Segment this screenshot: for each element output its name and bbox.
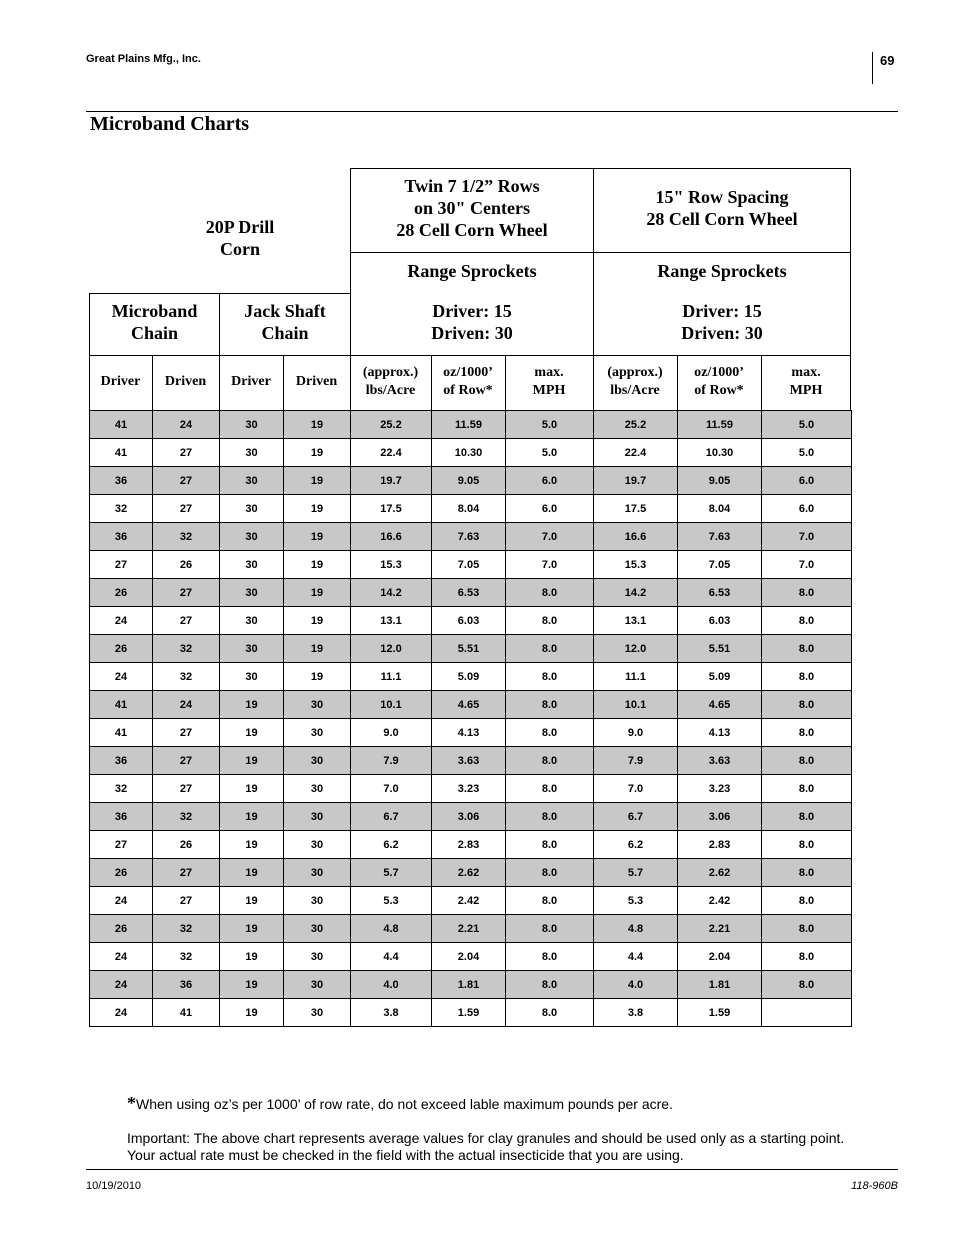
table-cell: 12.0 bbox=[351, 635, 432, 663]
table-cell: 5.51 bbox=[432, 635, 506, 663]
table-cell: 19 bbox=[220, 859, 284, 887]
header-rule bbox=[86, 111, 898, 112]
table-cell: 8.0 bbox=[506, 803, 594, 831]
table-cell: 24 bbox=[153, 691, 220, 719]
table-cell: 4.0 bbox=[351, 971, 432, 999]
table-cell: 8.0 bbox=[762, 775, 852, 803]
table-cell: 6.53 bbox=[432, 579, 506, 607]
table-cell: 2.04 bbox=[432, 943, 506, 971]
table-cell: 7.0 bbox=[506, 551, 594, 579]
table-cell: 8.0 bbox=[762, 635, 852, 663]
table-cell: 15.3 bbox=[594, 551, 678, 579]
important-note: Important: The above chart represents average values for clay granules and should be used only as a starting point. Your actual rate must be checked in the field with the actual insecticide that you are using. bbox=[127, 1130, 845, 1163]
table-cell: 24 bbox=[90, 607, 153, 635]
table-cell: 1.81 bbox=[678, 971, 762, 999]
group-b-range-sprockets: Range Sprockets bbox=[657, 261, 787, 281]
table-cell: 14.2 bbox=[351, 579, 432, 607]
table-cell: 19 bbox=[284, 439, 351, 467]
table-row bbox=[90, 915, 852, 943]
table-row bbox=[90, 607, 852, 635]
table-cell: 8.0 bbox=[762, 943, 852, 971]
table-cell: 6.0 bbox=[506, 467, 594, 495]
table-cell: 8.0 bbox=[506, 859, 594, 887]
table-cell: 32 bbox=[153, 803, 220, 831]
table-row bbox=[90, 775, 852, 803]
table-cell: 5.09 bbox=[678, 663, 762, 691]
table-cell: 8.0 bbox=[762, 915, 852, 943]
table-row bbox=[90, 495, 852, 523]
table-row bbox=[90, 943, 852, 971]
table-cell: 19 bbox=[220, 719, 284, 747]
col-header-a-oz-row: oz/1000’ of Row* bbox=[443, 365, 493, 398]
table-cell: 2.62 bbox=[678, 859, 762, 887]
table-cell: 5.3 bbox=[594, 887, 678, 915]
table-cell: 26 bbox=[90, 859, 153, 887]
table-cell: 7.05 bbox=[432, 551, 506, 579]
table-cell: 4.0 bbox=[594, 971, 678, 999]
table-row bbox=[90, 747, 852, 775]
table-cell: 4.8 bbox=[351, 915, 432, 943]
table-cell: 6.7 bbox=[594, 803, 678, 831]
col-header-jackshaft-driven: Driven bbox=[295, 374, 338, 389]
table-cell: 30 bbox=[220, 607, 284, 635]
table-row bbox=[90, 691, 852, 719]
table-cell: 30 bbox=[284, 887, 351, 915]
company-name: Great Plains Mfg., Inc. bbox=[86, 53, 201, 65]
table-cell: 11.1 bbox=[351, 663, 432, 691]
page-title: Microband Charts bbox=[90, 113, 250, 135]
table-cell: 30 bbox=[284, 691, 351, 719]
table-cell: 26 bbox=[90, 579, 153, 607]
col-header-microband-driven: Driven bbox=[164, 374, 207, 389]
table-cell: 12.0 bbox=[594, 635, 678, 663]
table-row bbox=[90, 831, 852, 859]
table-cell: 9.0 bbox=[594, 719, 678, 747]
table-cell: 15.3 bbox=[351, 551, 432, 579]
table-cell: 19 bbox=[220, 943, 284, 971]
table-cell: 19 bbox=[284, 411, 351, 439]
table-cell: 8.0 bbox=[762, 831, 852, 859]
table-cell: 10.1 bbox=[351, 691, 432, 719]
table-cell: 27 bbox=[90, 831, 153, 859]
table-cell: 8.0 bbox=[506, 943, 594, 971]
table-cell: 5.0 bbox=[506, 411, 594, 439]
table-cell: 17.5 bbox=[351, 495, 432, 523]
page-number: 69 bbox=[880, 53, 895, 68]
table-cell: 9.05 bbox=[678, 467, 762, 495]
table-cell: 27 bbox=[153, 607, 220, 635]
table-cell: 8.0 bbox=[506, 999, 594, 1027]
table-cell: 2.42 bbox=[678, 887, 762, 915]
table-cell: 4.65 bbox=[678, 691, 762, 719]
table-cell: 4.4 bbox=[594, 943, 678, 971]
table-cell: 8.0 bbox=[506, 663, 594, 691]
table-cell: 16.6 bbox=[351, 523, 432, 551]
table-cell: 5.3 bbox=[351, 887, 432, 915]
table-cell: 26 bbox=[153, 831, 220, 859]
table-cell: 5.51 bbox=[678, 635, 762, 663]
table-cell: 30 bbox=[284, 999, 351, 1027]
table-cell: 41 bbox=[90, 691, 153, 719]
table-cell: 30 bbox=[220, 439, 284, 467]
col-header-b-lbs-acre: (approx.) lbs/Acre bbox=[607, 365, 663, 398]
table-cell: 6.0 bbox=[506, 495, 594, 523]
table-cell: 11.59 bbox=[678, 411, 762, 439]
group-a-range-sprockets: Range Sprockets bbox=[407, 261, 537, 281]
table-cell: 13.1 bbox=[594, 607, 678, 635]
table-cell: 7.0 bbox=[762, 523, 852, 551]
table-row bbox=[90, 635, 852, 663]
jack-shaft-chain-label: Jack Shaft Chain bbox=[244, 301, 326, 343]
footnote: *When using oz’s per 1000’ of row rate, do not exceed lable maximum pounds per acre. bbox=[127, 1093, 673, 1113]
table-row bbox=[90, 551, 852, 579]
table-cell: 4.4 bbox=[351, 943, 432, 971]
table-cell: 6.2 bbox=[351, 831, 432, 859]
table-cell: 19 bbox=[220, 999, 284, 1027]
table-cell: 30 bbox=[284, 859, 351, 887]
table-cell: 3.8 bbox=[351, 999, 432, 1027]
table-cell: 8.0 bbox=[762, 887, 852, 915]
table-cell: 30 bbox=[220, 663, 284, 691]
table-cell: 6.03 bbox=[432, 607, 506, 635]
table-cell: 2.42 bbox=[432, 887, 506, 915]
group-b-title: 15" Row Spacing 28 Cell Corn Wheel bbox=[646, 187, 798, 229]
col-header-microband-driver: Driver bbox=[100, 374, 141, 389]
table-row bbox=[90, 971, 852, 999]
table-cell: 19 bbox=[284, 467, 351, 495]
table-cell: 8.0 bbox=[762, 859, 852, 887]
table-cell: 2.04 bbox=[678, 943, 762, 971]
table-cell: 27 bbox=[153, 495, 220, 523]
table-cell: 36 bbox=[90, 467, 153, 495]
table-cell: 8.0 bbox=[762, 607, 852, 635]
table-cell: 8.0 bbox=[506, 887, 594, 915]
table-row bbox=[90, 999, 852, 1027]
table-cell: 5.7 bbox=[594, 859, 678, 887]
table-cell: 3.63 bbox=[678, 747, 762, 775]
table-cell: 8.0 bbox=[506, 831, 594, 859]
table-cell: 30 bbox=[284, 943, 351, 971]
table-cell: 7.63 bbox=[678, 523, 762, 551]
table-row bbox=[90, 887, 852, 915]
table-cell: 27 bbox=[153, 579, 220, 607]
table-cell: 32 bbox=[153, 523, 220, 551]
table-cell: 32 bbox=[90, 495, 153, 523]
table-cell: 19 bbox=[284, 663, 351, 691]
table-cell: 19 bbox=[220, 747, 284, 775]
table-cell: 26 bbox=[90, 635, 153, 663]
table-cell: 30 bbox=[284, 719, 351, 747]
table-cell: 19 bbox=[220, 887, 284, 915]
table-cell: 30 bbox=[220, 579, 284, 607]
microband-chain-label: Microband Chain bbox=[111, 301, 198, 343]
table-row bbox=[90, 523, 852, 551]
table-cell: 8.0 bbox=[506, 691, 594, 719]
header-divider bbox=[872, 52, 873, 84]
table-cell: 19.7 bbox=[351, 467, 432, 495]
group-a-driver-driven: Driver: 15 Driven: 30 bbox=[431, 301, 513, 343]
table-cell: 36 bbox=[90, 523, 153, 551]
table-cell: 8.0 bbox=[506, 775, 594, 803]
table-cell: 41 bbox=[153, 999, 220, 1027]
table-cell: 11.1 bbox=[594, 663, 678, 691]
table-cell: 30 bbox=[220, 495, 284, 523]
table-cell: 32 bbox=[153, 915, 220, 943]
table-cell: 3.06 bbox=[432, 803, 506, 831]
drill-label: 20P Drill Corn bbox=[205, 217, 275, 259]
table-row bbox=[90, 467, 852, 495]
group-b-driver-driven: Driver: 15 Driven: 30 bbox=[681, 301, 763, 343]
table-cell: 1.59 bbox=[432, 999, 506, 1027]
table-cell: 11.59 bbox=[432, 411, 506, 439]
table-cell: 7.0 bbox=[351, 775, 432, 803]
table-cell: 8.0 bbox=[762, 747, 852, 775]
table-cell: 30 bbox=[220, 467, 284, 495]
table-cell: 8.0 bbox=[506, 719, 594, 747]
table-cell: 8.0 bbox=[762, 579, 852, 607]
table-cell: 36 bbox=[90, 803, 153, 831]
table-cell: 25.2 bbox=[594, 411, 678, 439]
table-cell: 27 bbox=[153, 467, 220, 495]
table-cell: 8.0 bbox=[762, 663, 852, 691]
table-cell: 8.0 bbox=[762, 691, 852, 719]
table-row bbox=[90, 411, 852, 439]
footnote-marker: * bbox=[127, 1093, 136, 1113]
table-cell: 19 bbox=[284, 579, 351, 607]
table-cell: 30 bbox=[284, 803, 351, 831]
table-cell: 3.8 bbox=[594, 999, 678, 1027]
table-cell: 8.0 bbox=[506, 915, 594, 943]
table-cell: 24 bbox=[90, 971, 153, 999]
table-cell: 8.0 bbox=[506, 635, 594, 663]
table-cell: 5.0 bbox=[762, 439, 852, 467]
col-header-b-oz-row: oz/1000’ of Row* bbox=[694, 365, 744, 398]
table-cell: 19 bbox=[220, 691, 284, 719]
table-row bbox=[90, 579, 852, 607]
table-cell: 6.0 bbox=[762, 467, 852, 495]
table-cell: 5.0 bbox=[506, 439, 594, 467]
table-cell: 19 bbox=[220, 803, 284, 831]
table-cell: 6.0 bbox=[762, 495, 852, 523]
table-cell: 9.0 bbox=[351, 719, 432, 747]
table-cell: 6.7 bbox=[351, 803, 432, 831]
table-cell: 32 bbox=[90, 775, 153, 803]
table-cell: 41 bbox=[90, 411, 153, 439]
table-cell: 5.0 bbox=[762, 411, 852, 439]
table-cell: 3.23 bbox=[432, 775, 506, 803]
table-cell: 6.03 bbox=[678, 607, 762, 635]
table-cell: 8.04 bbox=[432, 495, 506, 523]
table-cell: 19 bbox=[284, 635, 351, 663]
table-cell bbox=[762, 999, 852, 1027]
col-header-a-max-mph: max. MPH bbox=[532, 365, 566, 398]
table-cell: 7.0 bbox=[506, 523, 594, 551]
table-cell: 4.65 bbox=[432, 691, 506, 719]
table-cell: 19 bbox=[220, 831, 284, 859]
table-cell: 19 bbox=[284, 607, 351, 635]
table-cell: 14.2 bbox=[594, 579, 678, 607]
table-cell: 5.09 bbox=[432, 663, 506, 691]
table-cell: 27 bbox=[90, 551, 153, 579]
table-cell: 8.0 bbox=[506, 607, 594, 635]
table-cell: 27 bbox=[153, 775, 220, 803]
table-cell: 8.04 bbox=[678, 495, 762, 523]
table-cell: 24 bbox=[153, 411, 220, 439]
table-cell: 10.1 bbox=[594, 691, 678, 719]
table-cell: 19 bbox=[284, 523, 351, 551]
footer-date: 10/19/2010 bbox=[86, 1180, 142, 1192]
table-cell: 7.0 bbox=[594, 775, 678, 803]
table-cell: 24 bbox=[90, 663, 153, 691]
table-cell: 24 bbox=[90, 887, 153, 915]
microband-data-table bbox=[89, 410, 852, 1027]
table-cell: 7.63 bbox=[432, 523, 506, 551]
table-cell: 30 bbox=[220, 523, 284, 551]
table-cell: 17.5 bbox=[594, 495, 678, 523]
table-cell: 4.13 bbox=[678, 719, 762, 747]
table-cell: 26 bbox=[90, 915, 153, 943]
col-header-jackshaft-driver: Driver bbox=[231, 374, 271, 389]
table-cell: 22.4 bbox=[594, 439, 678, 467]
table-cell: 8.0 bbox=[506, 579, 594, 607]
table-cell: 27 bbox=[153, 747, 220, 775]
table-cell: 26 bbox=[153, 551, 220, 579]
table-cell: 41 bbox=[90, 439, 153, 467]
table-cell: 36 bbox=[153, 971, 220, 999]
table-row bbox=[90, 663, 852, 691]
table-cell: 30 bbox=[220, 411, 284, 439]
col-header-b-max-mph: max. MPH bbox=[789, 365, 823, 398]
table-cell: 32 bbox=[153, 635, 220, 663]
table-cell: 8.0 bbox=[506, 971, 594, 999]
table-cell: 8.0 bbox=[762, 719, 852, 747]
table-cell: 19 bbox=[220, 915, 284, 943]
table-cell: 9.05 bbox=[432, 467, 506, 495]
table-cell: 10.30 bbox=[432, 439, 506, 467]
table-cell: 32 bbox=[153, 663, 220, 691]
table-cell: 16.6 bbox=[594, 523, 678, 551]
table-cell: 19 bbox=[220, 775, 284, 803]
table-cell: 27 bbox=[153, 887, 220, 915]
table-cell: 7.9 bbox=[594, 747, 678, 775]
table-cell: 2.83 bbox=[678, 831, 762, 859]
table-cell: 8.0 bbox=[506, 747, 594, 775]
table-row bbox=[90, 719, 852, 747]
table-cell: 27 bbox=[153, 859, 220, 887]
table-cell: 1.59 bbox=[678, 999, 762, 1027]
table-cell: 27 bbox=[153, 719, 220, 747]
table-cell: 7.0 bbox=[762, 551, 852, 579]
table-cell: 10.30 bbox=[678, 439, 762, 467]
table-row bbox=[90, 859, 852, 887]
footer-doc-number: 118-960B bbox=[851, 1180, 898, 1192]
table-cell: 6.2 bbox=[594, 831, 678, 859]
table-cell: 24 bbox=[90, 943, 153, 971]
footer-rule bbox=[86, 1169, 898, 1170]
table-cell: 4.13 bbox=[432, 719, 506, 747]
table-cell: 8.0 bbox=[762, 803, 852, 831]
group-rule bbox=[350, 252, 851, 253]
table-cell: 2.83 bbox=[432, 831, 506, 859]
table-cell: 19 bbox=[284, 551, 351, 579]
table-cell: 30 bbox=[284, 775, 351, 803]
table-cell: 27 bbox=[153, 439, 220, 467]
table-cell: 30 bbox=[284, 915, 351, 943]
table-cell: 3.63 bbox=[432, 747, 506, 775]
table-cell: 30 bbox=[220, 635, 284, 663]
table-cell: 30 bbox=[284, 971, 351, 999]
table-cell: 25.2 bbox=[351, 411, 432, 439]
table-row bbox=[90, 439, 852, 467]
table-cell: 19.7 bbox=[594, 467, 678, 495]
table-cell: 30 bbox=[284, 747, 351, 775]
table-cell: 2.62 bbox=[432, 859, 506, 887]
group-a-title: Twin 7 1/2” Rows on 30" Centers 28 Cell Corn Wheel bbox=[396, 176, 548, 240]
table-cell: 24 bbox=[90, 999, 153, 1027]
table-cell: 2.21 bbox=[678, 915, 762, 943]
col-header-a-lbs-acre: (approx.) lbs/Acre bbox=[362, 365, 419, 398]
table-cell: 30 bbox=[220, 551, 284, 579]
table-row bbox=[90, 803, 852, 831]
table-cell: 7.05 bbox=[678, 551, 762, 579]
table-cell: 3.23 bbox=[678, 775, 762, 803]
table-cell: 19 bbox=[220, 971, 284, 999]
table-cell: 4.8 bbox=[594, 915, 678, 943]
table-cell: 32 bbox=[153, 943, 220, 971]
table-cell: 36 bbox=[90, 747, 153, 775]
table-cell: 7.9 bbox=[351, 747, 432, 775]
table-cell: 6.53 bbox=[678, 579, 762, 607]
table-cell: 22.4 bbox=[351, 439, 432, 467]
table-cell: 13.1 bbox=[351, 607, 432, 635]
table-cell: 41 bbox=[90, 719, 153, 747]
table-cell: 3.06 bbox=[678, 803, 762, 831]
table-cell: 2.21 bbox=[432, 915, 506, 943]
table-cell: 8.0 bbox=[762, 971, 852, 999]
table-cell: 19 bbox=[284, 495, 351, 523]
table-cell: 30 bbox=[284, 831, 351, 859]
table-cell: 5.7 bbox=[351, 859, 432, 887]
table-cell: 1.81 bbox=[432, 971, 506, 999]
